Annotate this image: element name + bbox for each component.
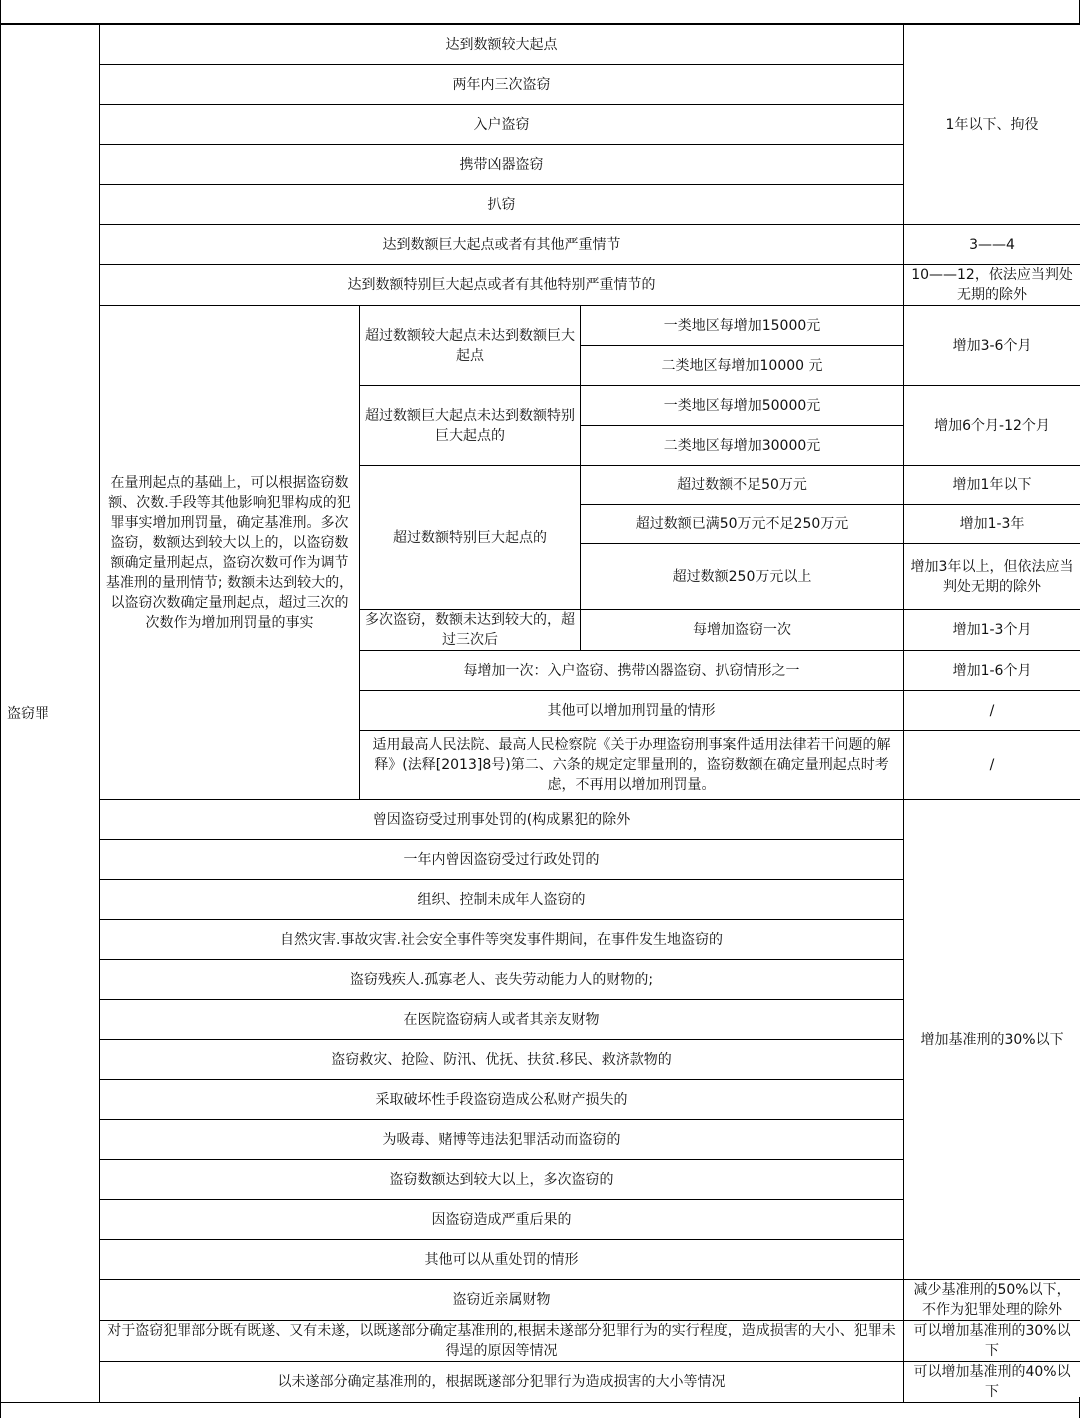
- start-row3-condition: 达到数额特别巨大起点或者有其他特别严重情节的: [100, 265, 904, 306]
- start-row2-penalty: 3——4: [904, 225, 1080, 265]
- top-border-row: [0, 0, 1080, 24]
- extra-huge-tier2-condition: 超过数额已满50万元不足250万元: [581, 505, 904, 544]
- aggravating-item-1: 曾因盗窃受过刑事处罚的(构成累犯的除外: [100, 800, 904, 840]
- other-increase-condition: 其他可以增加刑罚量的情形: [360, 691, 904, 731]
- aggravating-item-5: 盗窃残疾人.孤寡老人、丧失劳动能力人的财物的;: [100, 960, 904, 1000]
- relatives-penalty: 减少基准刑的50%以下，不作为犯罪处理的除外: [904, 1280, 1080, 1321]
- aggravating-item-9: 为吸毒、赌博等违法犯罪活动而盗窃的: [100, 1120, 904, 1160]
- other-increase-penalty: /: [904, 691, 1080, 731]
- aggravating-item-4: 自然灾害.事故灾害.社会安全事件等突发事件期间，在事件发生地盗窃的: [100, 920, 904, 960]
- huge-label: 超过数额巨大起点未达到数额特别巨大起点的: [360, 386, 581, 466]
- aggravating-item-10: 盗窃数额达到较大以上，多次盗窃的: [100, 1160, 904, 1200]
- attempt2-penalty: 可以增加基准刑的40%以下: [904, 1362, 1080, 1403]
- aggravating-item-12: 其他可以从重处罚的情形: [100, 1240, 904, 1280]
- increase-description: 在量刑起点的基础上，可以根据盗窃数额、次数.手段等其他影响犯罪构成的犯罪事实增加刑罚量，确定基准刑。多次盗窃，数额达到较大以上的，以盗窃数额确定量刑起点，盗窃次数可作为调节基准刑的量刑情节; 数额未达到较大的，以盗窃次数确定量刑起点，超过三次的次数作为增加刑罚量的事实: [100, 306, 360, 800]
- start-item-2: 两年内三次盗窃: [100, 65, 904, 105]
- huge-region2: 二类地区每增加30000元: [581, 426, 904, 466]
- extra-huge-tier1-condition: 超过数额不足50万元: [581, 466, 904, 505]
- bottom-border-row: [0, 1397, 1080, 1418]
- aggravating-item-3: 组织、控制未成年人盗窃的: [100, 880, 904, 920]
- extra-huge-tier2-penalty: 增加1-3年: [904, 505, 1080, 544]
- theft-sentencing-table: [0, 24, 1080, 1403]
- each-type-condition: 每增加一次：入户盗窃、携带凶器盗窃、扒窃情形之一: [360, 651, 904, 691]
- large-region2: 二类地区每增加10000 元: [581, 346, 904, 386]
- start-item-4: 携带凶器盗窃: [100, 145, 904, 185]
- large-penalty: 增加3-6个月: [904, 306, 1080, 386]
- huge-region1: 一类地区每增加50000元: [581, 386, 904, 426]
- huge-penalty: 增加6个月-12个月: [904, 386, 1080, 466]
- aggravating-item-2: 一年内曾因盗窃受过行政处罚的: [100, 840, 904, 880]
- attempt1-condition: 对于盗窃犯罪部分既有既遂、又有未遂，以既遂部分确定基准刑的,根据未遂部分犯罪行为的实行程度，造成损害的大小、犯罪未得逞的原因等情况: [100, 1321, 904, 1362]
- start-item-1: 达到数额较大起点: [100, 25, 904, 65]
- extra-huge-tier3-penalty: 增加3年以上，但依法应当判处无期的除外: [904, 544, 1080, 610]
- each-type-penalty: 增加1-6个月: [904, 651, 1080, 691]
- start-item-5: 扒窃: [100, 185, 904, 225]
- start-penalty-1: 1年以下、拘役: [904, 25, 1080, 225]
- aggravating-item-8: 采取破坏性手段盗窃造成公私财产损失的: [100, 1080, 904, 1120]
- start-row3-penalty: 10——12，依法应当判处无期的除外: [904, 265, 1080, 306]
- large-region1: 一类地区每增加15000元: [581, 306, 904, 346]
- relatives-condition: 盗窃近亲属财物: [100, 1280, 904, 1321]
- aggravating-penalty: 增加基准刑的30%以下: [904, 800, 1080, 1280]
- multiple-condition: 每增加盗窃一次: [581, 610, 904, 651]
- crime-name-cell: 盗窃罪: [1, 25, 100, 1403]
- start-item-3: 入户盗窃: [100, 105, 904, 145]
- interpretation-penalty: /: [904, 731, 1080, 800]
- attempt1-penalty: 可以增加基准刑的30%以下: [904, 1321, 1080, 1362]
- start-row2-condition: 达到数额巨大起点或者有其他严重情节: [100, 225, 904, 265]
- large-label: 超过数额较大起点未达到数额巨大起点: [360, 306, 581, 386]
- aggravating-item-6: 在医院盗窃病人或者其亲友财物: [100, 1000, 904, 1040]
- multiple-label: 多次盗窃，数额未达到较大的，超过三次后: [360, 610, 581, 651]
- extra-huge-tier3-condition: 超过数额250万元以上: [581, 544, 904, 610]
- attempt2-condition: 以未遂部分确定基准刑的，根据既遂部分犯罪行为造成损害的大小等情况: [100, 1362, 904, 1403]
- multiple-penalty: 增加1-3个月: [904, 610, 1080, 651]
- aggravating-item-11: 因盗窃造成严重后果的: [100, 1200, 904, 1240]
- extra-huge-tier1-penalty: 增加1年以下: [904, 466, 1080, 505]
- extra-huge-label: 超过数额特别巨大起点的: [360, 466, 581, 610]
- interpretation-condition: 适用最高人民法院、最高人民检察院《关于办理盗窃刑事案件适用法律若干问题的解释》(法释[2013]8号)第二、六条的规定定罪量刑的，盗窃数额在确定量刑起点时考虑，不再用以增加刑罚量。: [360, 731, 904, 800]
- aggravating-item-7: 盗窃救灾、抢险、防汛、优抚、扶贫.移民、救济款物的: [100, 1040, 904, 1080]
